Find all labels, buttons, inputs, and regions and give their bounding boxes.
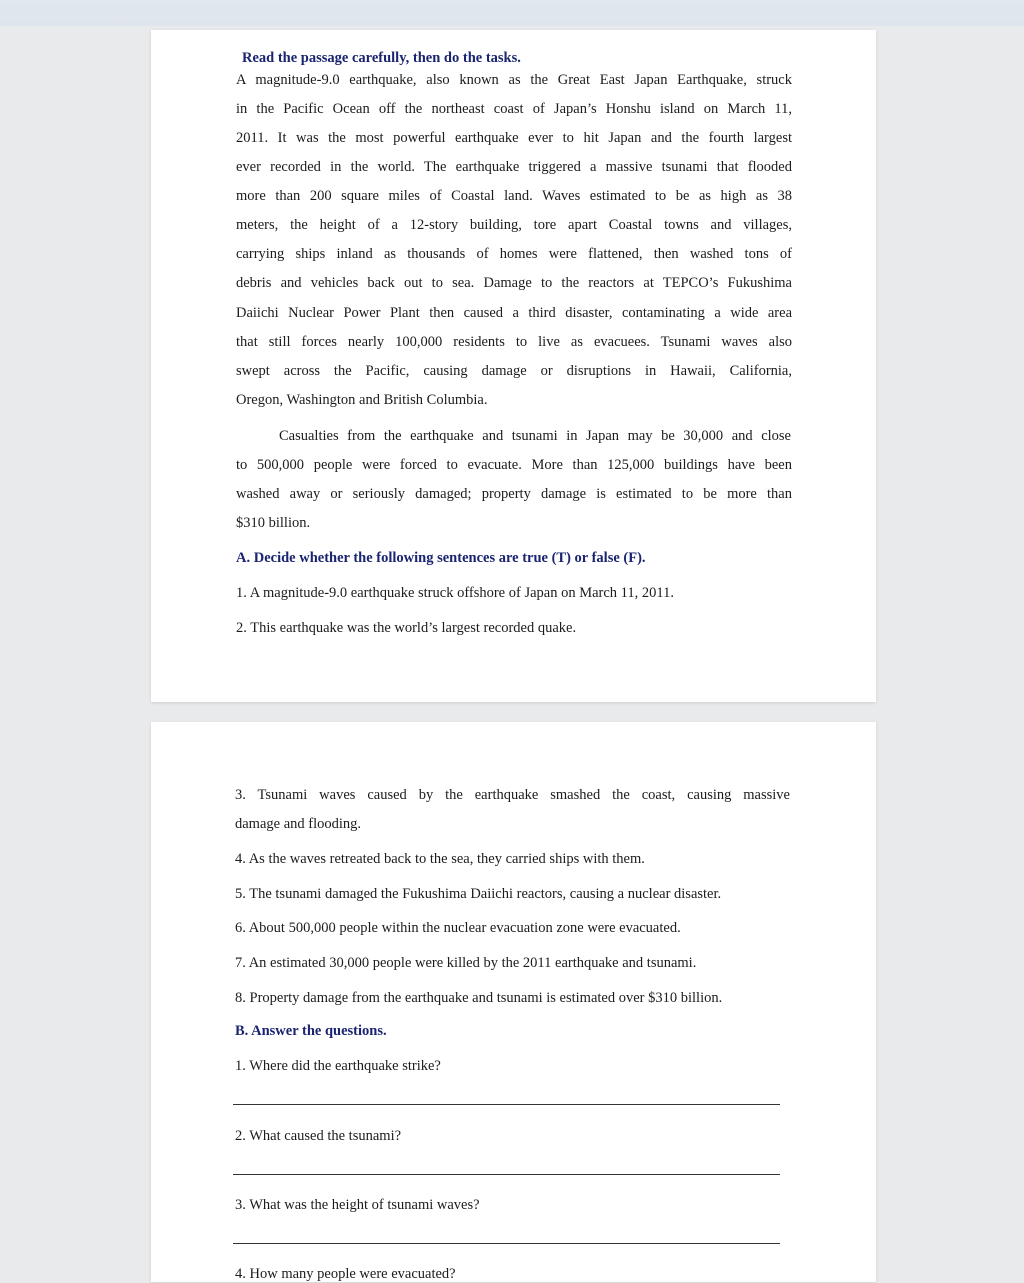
document-page-1 <box>151 30 876 702</box>
passage-p1-line-9: Daiichi Nuclear Power Plant then caused a third disaster, contaminating a wide area <box>236 305 792 321</box>
section-a-title: A. Decide whether the following sentences are true (T) or false (F). <box>236 550 646 566</box>
viewer-top-bar <box>0 0 1024 26</box>
answer-line-1 <box>233 1104 780 1105</box>
question-1: 1. Where did the earthquake strike? <box>235 1058 441 1074</box>
section-b-title: B. Answer the questions. <box>235 1023 387 1039</box>
passage-p2-line-4: $310 billion. <box>236 515 311 531</box>
passage-p2-line-3: washed away or seriously damaged; property damage is estimated to be more than <box>236 486 792 502</box>
statement-4: 4. As the waves retreated back to the sea, they carried ships with them. <box>235 851 645 867</box>
statement-6: 6. About 500,000 people within the nuclear evacuation zone were evacuated. <box>235 920 681 936</box>
passage-p1-line-7: carrying ships inland as thousands of homes were flattened, then washed tons of <box>236 246 792 262</box>
statement-2: 2. This earthquake was the world’s largest recorded quake. <box>236 620 577 636</box>
question-3: 3. What was the height of tsunami waves? <box>235 1197 480 1213</box>
statement-7: 7. An estimated 30,000 people were killed by the 2011 earthquake and tsunami. <box>235 955 697 971</box>
question-4: 4. How many people were evacuated? <box>235 1266 456 1282</box>
answer-line-2 <box>233 1174 780 1175</box>
passage-p1-line-2: in the Pacific Ocean off the northeast coast of Japan’s Honshu island on March 11, <box>236 101 792 117</box>
passage-p1-line-10: that still forces nearly 100,000 residents to live as evacuees. Tsunami waves also <box>236 334 792 350</box>
passage-p1-line-5: more than 200 square miles of Coastal land. Waves estimated to be as high as 38 <box>236 188 792 204</box>
statement-1: 1. A magnitude-9.0 earthquake struck offshore of Japan on March 11, 2011. <box>236 585 674 601</box>
passage-p1-line-4: ever recorded in the world. The earthquake triggered a massive tsunami that flooded <box>236 159 792 175</box>
passage-p2-line-1: Casualties from the earthquake and tsunami in Japan may be 30,000 and close <box>279 428 791 444</box>
answer-line-3 <box>233 1243 780 1244</box>
statement-3-line-1: 3. Tsunami waves caused by the earthquake smashed the coast, causing massive <box>235 787 790 803</box>
statement-3-line-2: damage and flooding. <box>235 816 362 832</box>
question-2: 2. What caused the tsunami? <box>235 1128 402 1144</box>
passage-p1-line-11: swept across the Pacific, causing damage or disruptions in Hawaii, California, <box>236 363 792 379</box>
document-page-2 <box>151 722 876 1282</box>
passage-p1-line-12: Oregon, Washington and British Columbia. <box>236 392 488 408</box>
passage-p1-line-3: 2011. It was the most powerful earthquake ever to hit Japan and the fourth largest <box>236 130 792 146</box>
passage-p1-line-1: A magnitude-9.0 earthquake, also known as the Great East Japan Earthquake, struck <box>236 72 792 88</box>
passage-p1-line-8: debris and vehicles back out to sea. Damage to the reactors at TEPCO’s Fukushima <box>236 275 792 291</box>
statement-8: 8. Property damage from the earthquake and tsunami is estimated over $310 billion. <box>235 990 723 1006</box>
instruction-heading: Read the passage carefully, then do the tasks. <box>242 50 521 66</box>
passage-p1-line-6: meters, the height of a 12-story building, tore apart Coastal towns and villages, <box>236 217 792 233</box>
statement-5: 5. The tsunami damaged the Fukushima Daiichi reactors, causing a nuclear disaster. <box>235 886 722 902</box>
passage-p2-line-2: to 500,000 people were forced to evacuate. More than 125,000 buildings have been <box>236 457 792 473</box>
